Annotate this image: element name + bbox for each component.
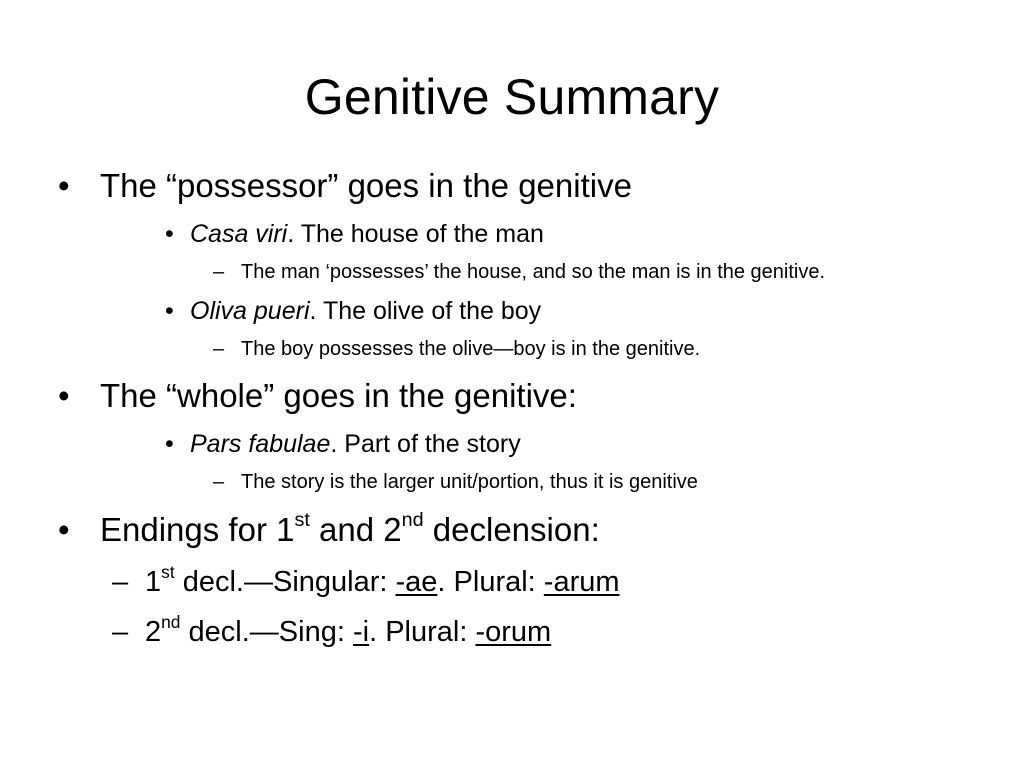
ending-label: decl.—Sing:	[180, 616, 353, 648]
plural-ending: -arum	[543, 566, 620, 598]
declension-number: 2	[145, 616, 162, 648]
singular-ending: -i	[352, 616, 370, 648]
bullet-text	[100, 510, 600, 555]
bullet-text: The “whole” goes in the genitive:	[100, 377, 577, 414]
bullet-icon: •	[165, 297, 174, 325]
detail-text: The story is the larger unit/portion, thus it is genitive	[241, 471, 698, 493]
translation: . The house of the man	[287, 220, 544, 248]
plural-ending: -orum	[475, 616, 552, 648]
bullet-text: The “possessor” goes in the genitive	[100, 167, 632, 204]
slide-title: Genitive Summary	[304, 69, 720, 125]
plural-label: . Plural:	[437, 566, 544, 598]
endings-mid: and 2	[309, 511, 402, 548]
latin-phrase: Pars fabulae	[190, 430, 331, 458]
bullet-icon: •	[58, 377, 70, 414]
ordinal-suffix: st	[294, 509, 310, 532]
bullet-icon: •	[165, 220, 174, 248]
ending-text	[145, 611, 552, 653]
bullet-icon: •	[58, 511, 70, 548]
translation: . The olive of the boy	[309, 297, 542, 325]
sub-bullet-text	[190, 295, 541, 327]
translation: . Part of the story	[330, 430, 521, 458]
bullet-icon: •	[58, 167, 70, 204]
endings-post: declension:	[423, 511, 600, 548]
bullet-icon: •	[165, 430, 174, 458]
dash-icon: –	[213, 338, 225, 360]
latin-phrase: Casa viri	[190, 220, 288, 248]
ordinal-suffix: nd	[161, 611, 181, 632]
ordinal-suffix: nd	[401, 509, 424, 532]
detail-text: The man ‘possesses’ the house, and so the man is in the genitive.	[241, 261, 826, 283]
dash-icon: –	[112, 566, 129, 598]
latin-phrase: Oliva pueri	[190, 297, 310, 325]
endings-pre: Endings for 1	[100, 511, 295, 548]
plural-label: . Plural:	[369, 616, 476, 648]
declension-number: 1	[145, 566, 162, 598]
ending-text	[145, 561, 620, 603]
sub-bullet-text	[190, 428, 521, 460]
dash-icon: –	[213, 261, 225, 283]
dash-icon: –	[112, 616, 129, 648]
ordinal-suffix: st	[161, 561, 175, 582]
dash-icon: –	[213, 471, 225, 493]
singular-ending: -ae	[395, 566, 438, 598]
ending-label: decl.—Singular:	[174, 566, 396, 598]
sub-bullet-text	[190, 218, 544, 250]
detail-text: The boy possesses the olive—boy is in the genitive.	[241, 338, 701, 360]
